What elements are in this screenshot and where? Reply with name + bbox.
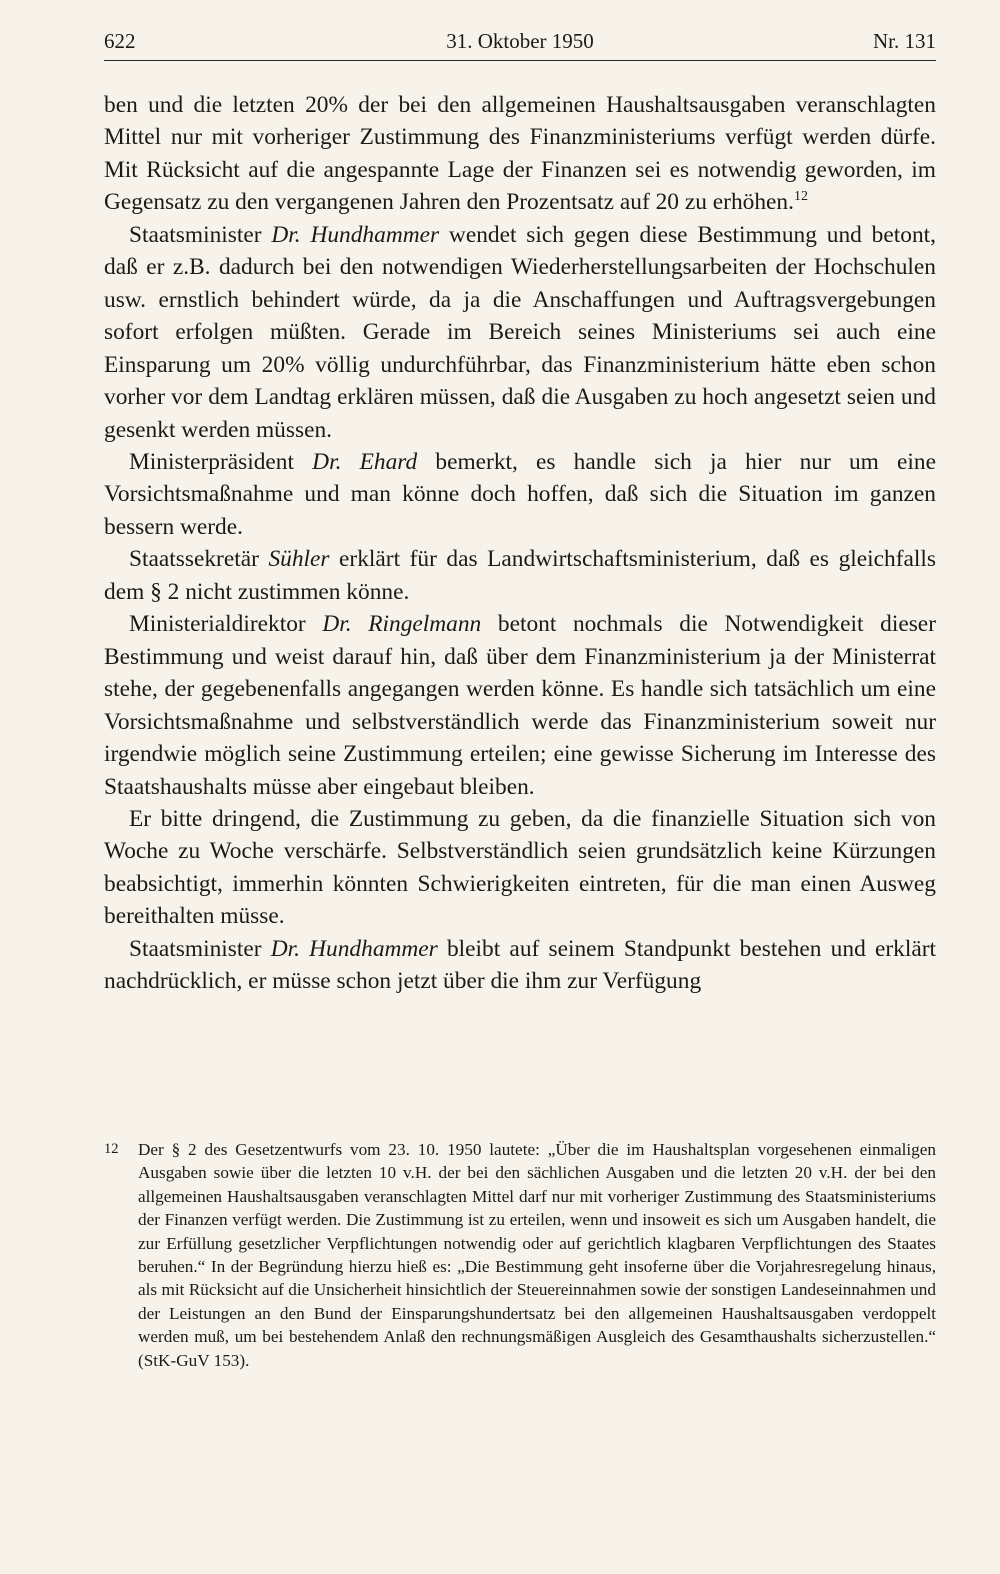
paragraph-continuation (104, 89, 936, 219)
speaker-name: Dr. Hundhammer (270, 935, 438, 962)
body-text (104, 89, 936, 998)
issue-number: Nr. 131 (873, 29, 936, 53)
paragraph-text: wendet sich gegen diese Bestimmung und betont, daß er z.B. dadurch bei den notwendigen Wiederherstellungsarbeiten der Hochschulen usw. ernstlich behindert würde, da ja die Anschaffungen und Auftragsvergebungen sofort erfolgen müßten. Gerade im Bereich seines Ministeriums sei auch eine Einsparung um 20% völlig undurchführbar, das Finanzministerium hätte eben schon vorher vor dem Landtag erklären müssen, daß die Ausgaben zu hoch angesetzt seien und gesenkt werden müssen. (104, 221, 936, 443)
header-rule (104, 60, 936, 61)
paragraph-text: bemerkt, es handle sich ja hier nur um eine Vorsichtsmaßnahme und man könne doch hoffen, daß sich die Situation im ganzen bessern werde. (104, 448, 936, 540)
header-date: 31. Oktober 1950 (446, 29, 594, 53)
footnote-number: 12 (104, 1141, 119, 1157)
speaker-title: Staatssekretär (129, 546, 269, 573)
speaker-name: Dr. Hundhammer (271, 221, 440, 248)
footnote-area (104, 1138, 936, 1372)
document-page (104, 0, 936, 1574)
paragraph-text: erklärt für das Landwirtschaftsministerium, daß es gleichfalls dem § 2 nicht zustimmen könne. (104, 546, 936, 605)
paragraph-ringelmann-statement (104, 608, 936, 803)
paragraph-hundhammer-objection (104, 219, 936, 446)
paragraph-hundhammer-position (104, 933, 936, 998)
speaker-title: Staatsminister (129, 935, 271, 962)
footnote-text: Der § 2 des Gesetzentwurfs vom 23. 10. 1950 lautete: „Über die im Haushaltsplan vorgesehenen einmaligen Ausgaben sowie über die letzten 10 v.H. der bei den sächlichen Ausgaben und die letzten 20 v.H. der bei den allgemeinen Haushaltsausgaben veranschlagten Mittel darf nur mit vorheriger Zustimmung des Staatsministeriums der Finanzen verfügt werden. Die Zustimmung ist zu erteilen, wenn und insoweit es sich um Ausgaben handelt, die zur Erfüllung gesetzlicher Verpflichtungen notwendig oder auf gerichtlich klagbaren Verpflichtungen des Staates beruhen.“ In der Begründung hierzu hieß es: „Die Bestimmung geht insoferne über die Vorjahresregelung hinaus, als mit Rücksicht auf die Unsicherheit hinsichtlich der Steuereinnahmen sowie der sonstigen Landeseinnahmen und der Leistungen an den Bund der Einsparungshundertsatz bei den allgemeinen Haushaltsausgaben verdoppelt werden muß, um bei bestehendem Anlaß den rechnungsmäßigen Ausgleich des Gesamthaushalts sicherzustellen.“ (StK-GuV 153). (138, 1140, 936, 1370)
paragraph-text: ben und die letzten 20% der bei den allgemeinen Haushaltsausgaben veranschlagten Mittel nur mit vorheriger Zustimmung des Finanzministeriums verfügt werden dürfe. Mit Rücksicht auf die angespannte Lage der Finanzen sei es notwendig geworden, im Gegensatz zu den vergangenen Jahren den Prozentsatz auf 20 zu erhöhen. (104, 92, 936, 216)
speaker-name: Sühler (268, 546, 330, 573)
paragraph-text: bleibt auf seinem Standpunkt bestehen und erklärt nachdrücklich, er müsse schon jetzt über die ihm zur Verfügung (104, 935, 936, 995)
speaker-title: Ministerialdirektor (129, 611, 323, 638)
paragraph-suehler-statement (104, 543, 936, 608)
speaker-name: Dr. Ringelmann (322, 611, 482, 638)
paragraph-ehard-remark (104, 446, 936, 543)
speaker-title: Staatsminister (129, 221, 272, 248)
footnote-reference[interactable]: 12 (793, 189, 808, 205)
running-head (104, 26, 936, 56)
page-number: 622 (104, 29, 136, 53)
speaker-title: Ministerpräsident (129, 448, 313, 475)
paragraph-text: betont nochmals die Notwendigkeit dieser Bestimmung und weist darauf hin, daß über dem Finanzministerium ja der Ministerrat stehe, der gegebenenfalls angegangen werden könne. Es handle sich tatsächlich um eine Vorsichtsmaßnahme und selbstverständlich werde das Finanzministerium soweit nur irgendwie möglich seine Zustimmung erteilen; eine gewisse Sicherung im Interesse des Staatshaushalts müsse aber eingebaut bleiben. (104, 611, 936, 800)
speaker-name: Dr. Ehard (312, 448, 418, 475)
paragraph-urgent-request (104, 803, 936, 933)
paragraph-text: Er bitte dringend, die Zustimmung zu geben, da die finanzielle Situation sich von Woche zu Woche verschärfe. Selbstverständlich seien grundsätzlich keine Kürzungen beabsichtigt, immerhin könnten Schwierigkeiten eintreten, für die man einen Ausweg bereithalten müsse. (104, 805, 936, 930)
